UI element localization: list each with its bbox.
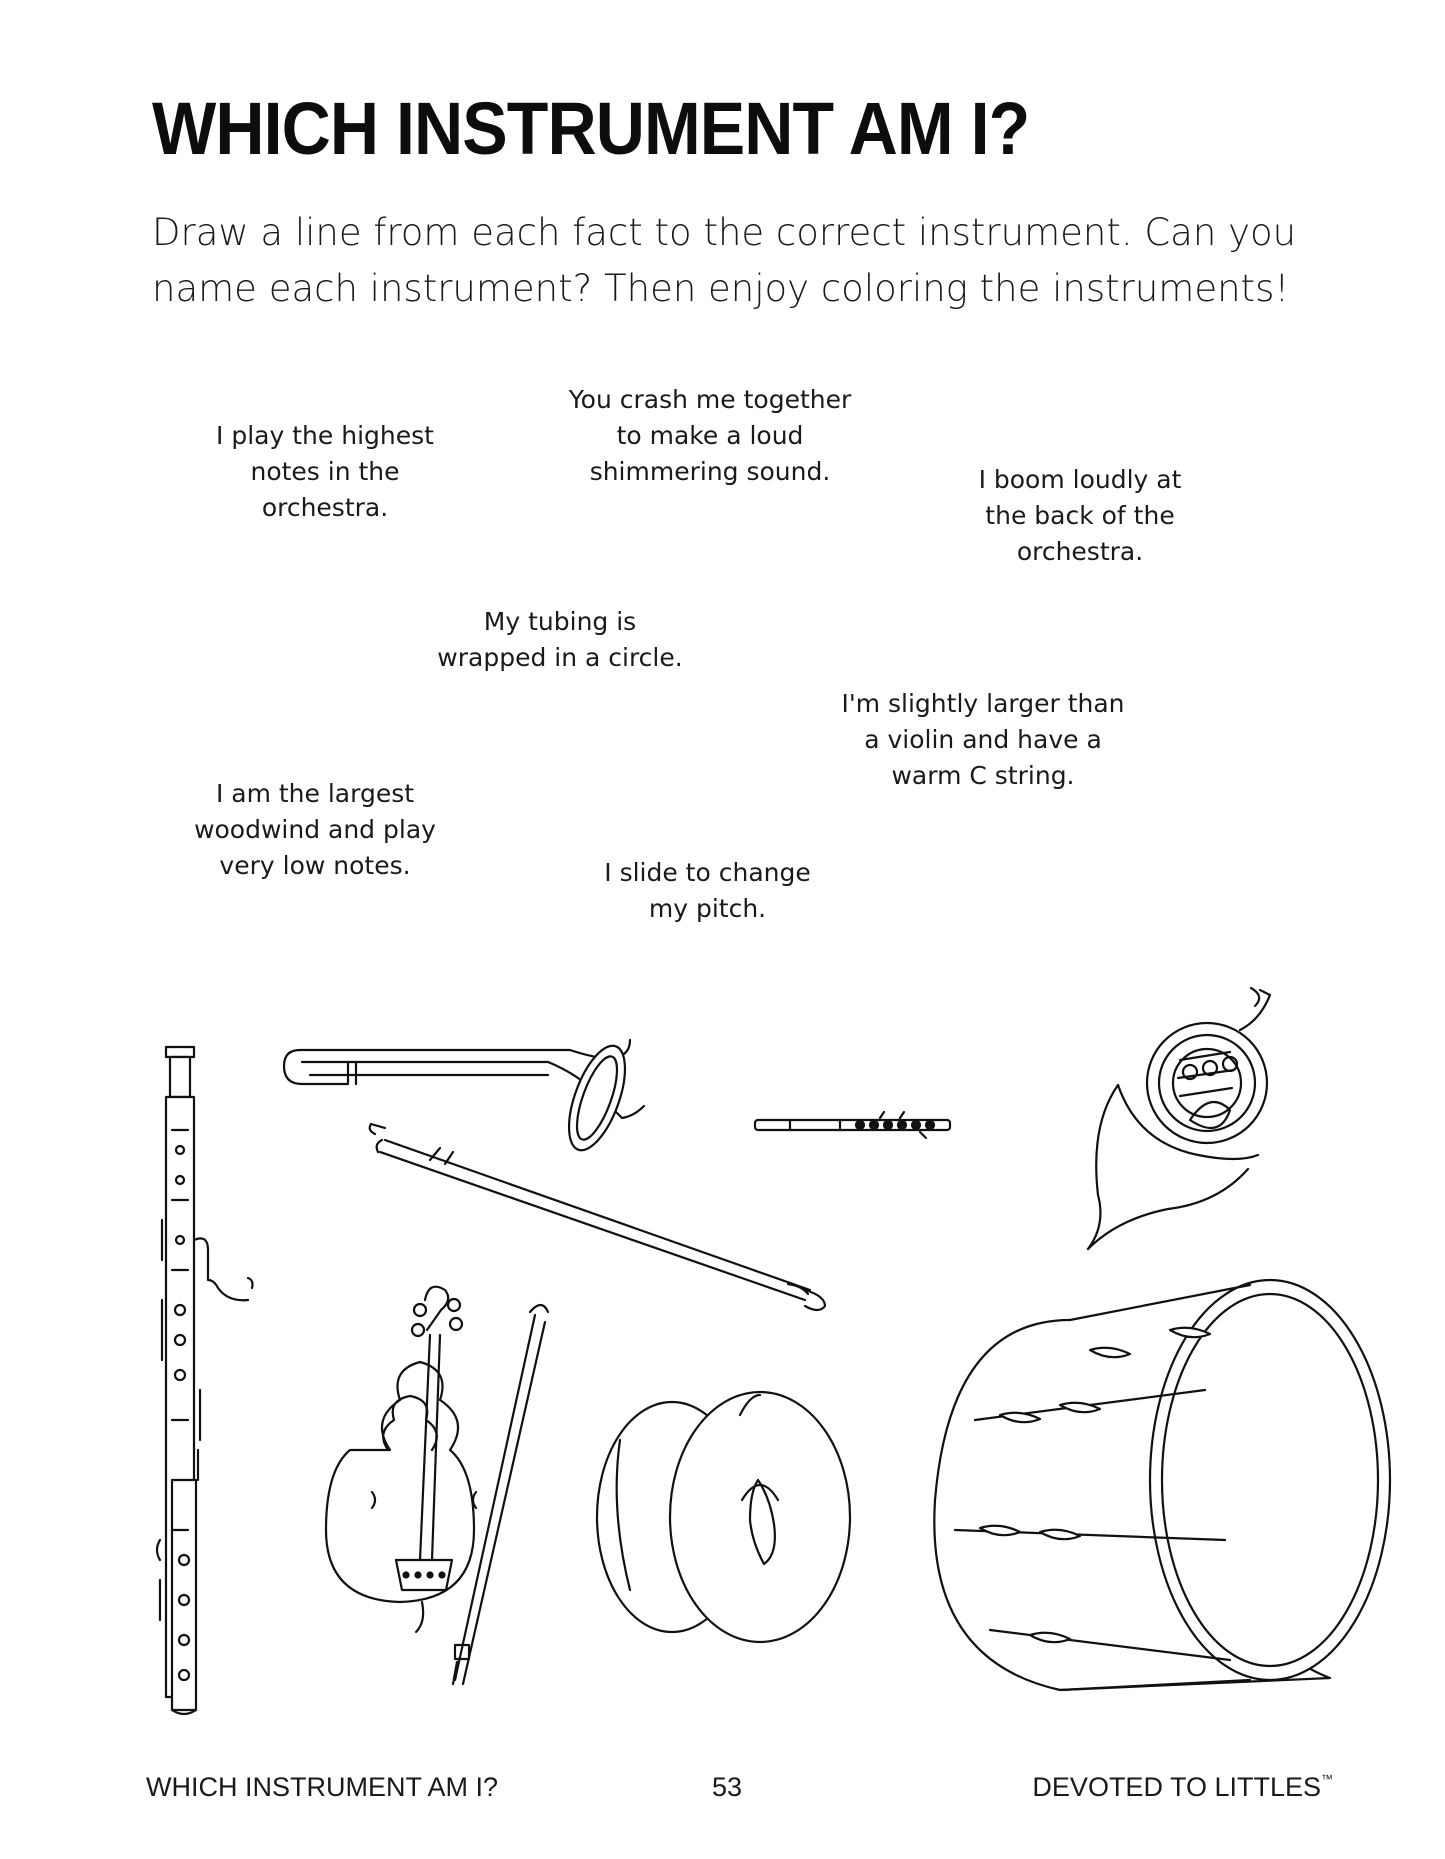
footer-brand (1032, 1772, 1333, 1803)
cymbals-icon (597, 1392, 850, 1642)
fact-largest-woodwind: I am the largest woodwind and play very low notes. (194, 779, 436, 880)
page-title: WHICH INSTRUMENT AM I? (152, 87, 1030, 170)
bassoon-icon (157, 1047, 253, 1714)
page-number: 53 (712, 1772, 743, 1802)
violin-icon (326, 1287, 476, 1632)
footer-title: WHICH INSTRUMENT AM I? (146, 1772, 499, 1802)
fact-highest-notes: I play the highest notes in the orchestra. (216, 421, 434, 522)
trademark-symbol: ™ (1321, 1772, 1333, 1786)
fact-tubing-circle: My tubing is wrapped in a circle. (437, 607, 683, 672)
french-horn-icon (1088, 988, 1270, 1249)
fact-slide-pitch: I slide to change my pitch. (604, 858, 811, 923)
bass-drum-icon (934, 1280, 1390, 1690)
fact-boom-loudly: I boom loudly at the back of the orchestra. (978, 465, 1182, 566)
piccolo-icon (755, 1112, 950, 1138)
fact-crash-together: You crash me together to make a loud shimmering sound. (568, 385, 852, 486)
instructions-text: Draw a line from each fact to the correct instrument. Can you name each instrument? Then enjoy coloring the instruments! (152, 211, 1297, 310)
trombone-icon (284, 1039, 825, 1310)
fact-larger-than-violin: I'm slightly larger than a violin and have a warm C string. (841, 689, 1125, 790)
footer-brand-name: DEVOTED TO LITTLES (1032, 1772, 1321, 1802)
